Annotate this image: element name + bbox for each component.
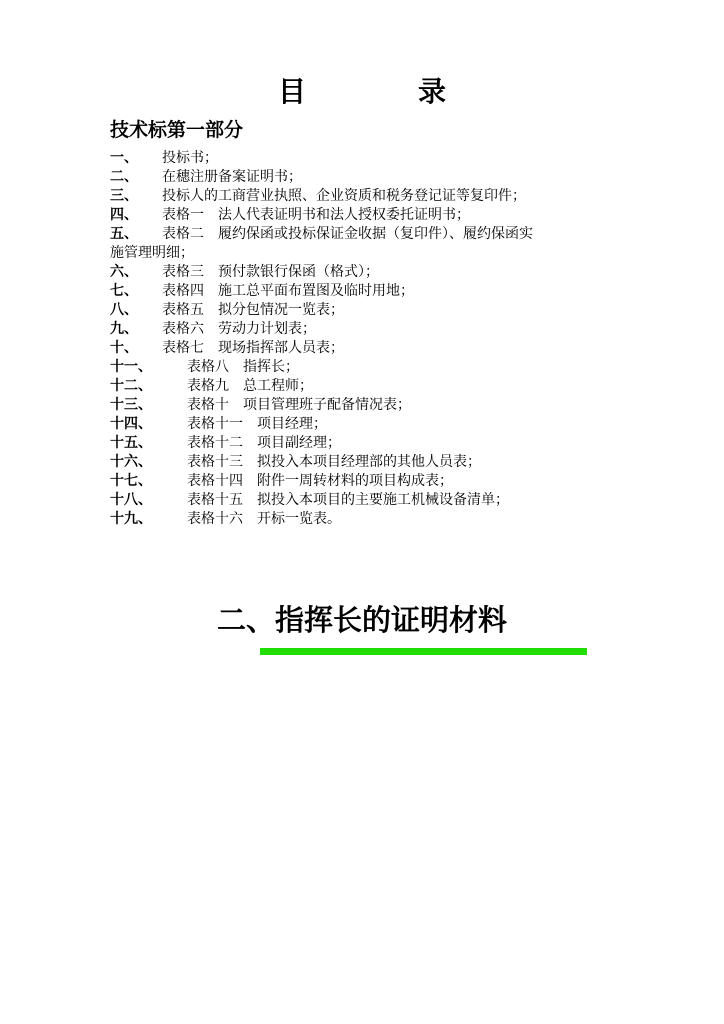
toc-item-number: 九、 [110, 321, 138, 337]
toc-item-text: 表格三 预付款银行保函（格式）； [162, 264, 379, 280]
toc-item-text: 投标书； [162, 150, 218, 166]
toc-item [110, 453, 630, 472]
toc-item-text: 表格十一 项目经理； [187, 416, 327, 432]
part-heading: 技术标第一部分 [110, 119, 244, 141]
toc-item-number: 一、 [110, 150, 138, 166]
toc-item-text: 表格十 项目管理班子配备情况表； [187, 397, 411, 413]
toc-item [110, 225, 630, 263]
toc-item-text: 表格十四 附件一周转材料的项目构成表； [187, 473, 453, 489]
toc-item-number: 十二、 [110, 378, 152, 394]
toc-item-number: 十、 [110, 340, 138, 356]
toc-item [110, 358, 630, 377]
toc-item [110, 320, 630, 339]
toc-item-number: 十四、 [110, 416, 152, 432]
toc-item [110, 301, 630, 320]
toc-item [110, 168, 630, 187]
toc-item [110, 396, 630, 415]
toc-item [110, 434, 630, 453]
toc-item [110, 510, 630, 529]
toc-item-number: 三、 [110, 188, 138, 204]
toc-item-number: 十三、 [110, 397, 152, 413]
toc-item-number: 二、 [110, 169, 138, 185]
toc-item-number: 十七、 [110, 473, 152, 489]
toc-item-number: 十一、 [110, 359, 152, 375]
toc-item-text: 在穗注册备案证明书； [162, 169, 302, 185]
toc-item-text: 表格九 总工程师； [187, 378, 313, 394]
table-of-contents [110, 149, 630, 529]
toc-item-text: 表格十六 开标一览表。 [187, 511, 341, 527]
toc-item-number: 八、 [110, 302, 138, 318]
toc-item [110, 415, 630, 434]
toc-item-number: 十八、 [110, 492, 152, 508]
toc-item [110, 282, 630, 301]
toc-item [110, 339, 630, 358]
toc-item-continuation: 施管理明细； [110, 245, 194, 261]
toc-item [110, 263, 630, 282]
toc-item-text: 表格八 指挥长； [187, 359, 299, 375]
toc-item-number: 十五、 [110, 435, 152, 451]
toc-item [110, 187, 630, 206]
toc-item-text: 表格七 现场指挥部人员表； [162, 340, 344, 356]
toc-item-number: 六、 [110, 264, 138, 280]
toc-item-text: 投标人的工商营业执照、企业资质和税务登记证等复印件； [162, 188, 526, 204]
toc-item-text: 表格二 履约保函或投标保证金收据（复印件）、履约保函实 [162, 226, 533, 242]
toc-item-text: 表格一 法人代表证明书和法人授权委托证明书； [162, 207, 470, 223]
toc-item [110, 149, 630, 168]
toc-item-text: 表格十五 拟投入本项目的主要施工机械设备清单； [187, 492, 509, 508]
toc-item-text: 表格六 劳动力计划表； [162, 321, 316, 337]
toc-item-text: 表格五 拟分包情况一览表； [162, 302, 344, 318]
toc-item-text: 表格四 施工总平面布置图及临时用地； [162, 283, 414, 299]
toc-item [110, 206, 630, 225]
toc-item-number: 七、 [110, 283, 138, 299]
toc-item-text: 表格十二 项目副经理； [187, 435, 341, 451]
page-title: 目 录 [277, 75, 446, 108]
heading-underline [260, 648, 587, 655]
toc-item-number: 十六、 [110, 454, 152, 470]
toc-item [110, 472, 630, 491]
toc-item [110, 377, 630, 396]
section-heading: 二、指挥长的证明材料 [216, 603, 507, 637]
toc-item-number: 五、 [110, 226, 138, 242]
toc-item-number: 十九、 [110, 511, 152, 527]
toc-item-text: 表格十三 拟投入本项目经理部的其他人员表； [187, 454, 481, 470]
toc-item-number: 四、 [110, 207, 138, 223]
toc-item [110, 491, 630, 510]
